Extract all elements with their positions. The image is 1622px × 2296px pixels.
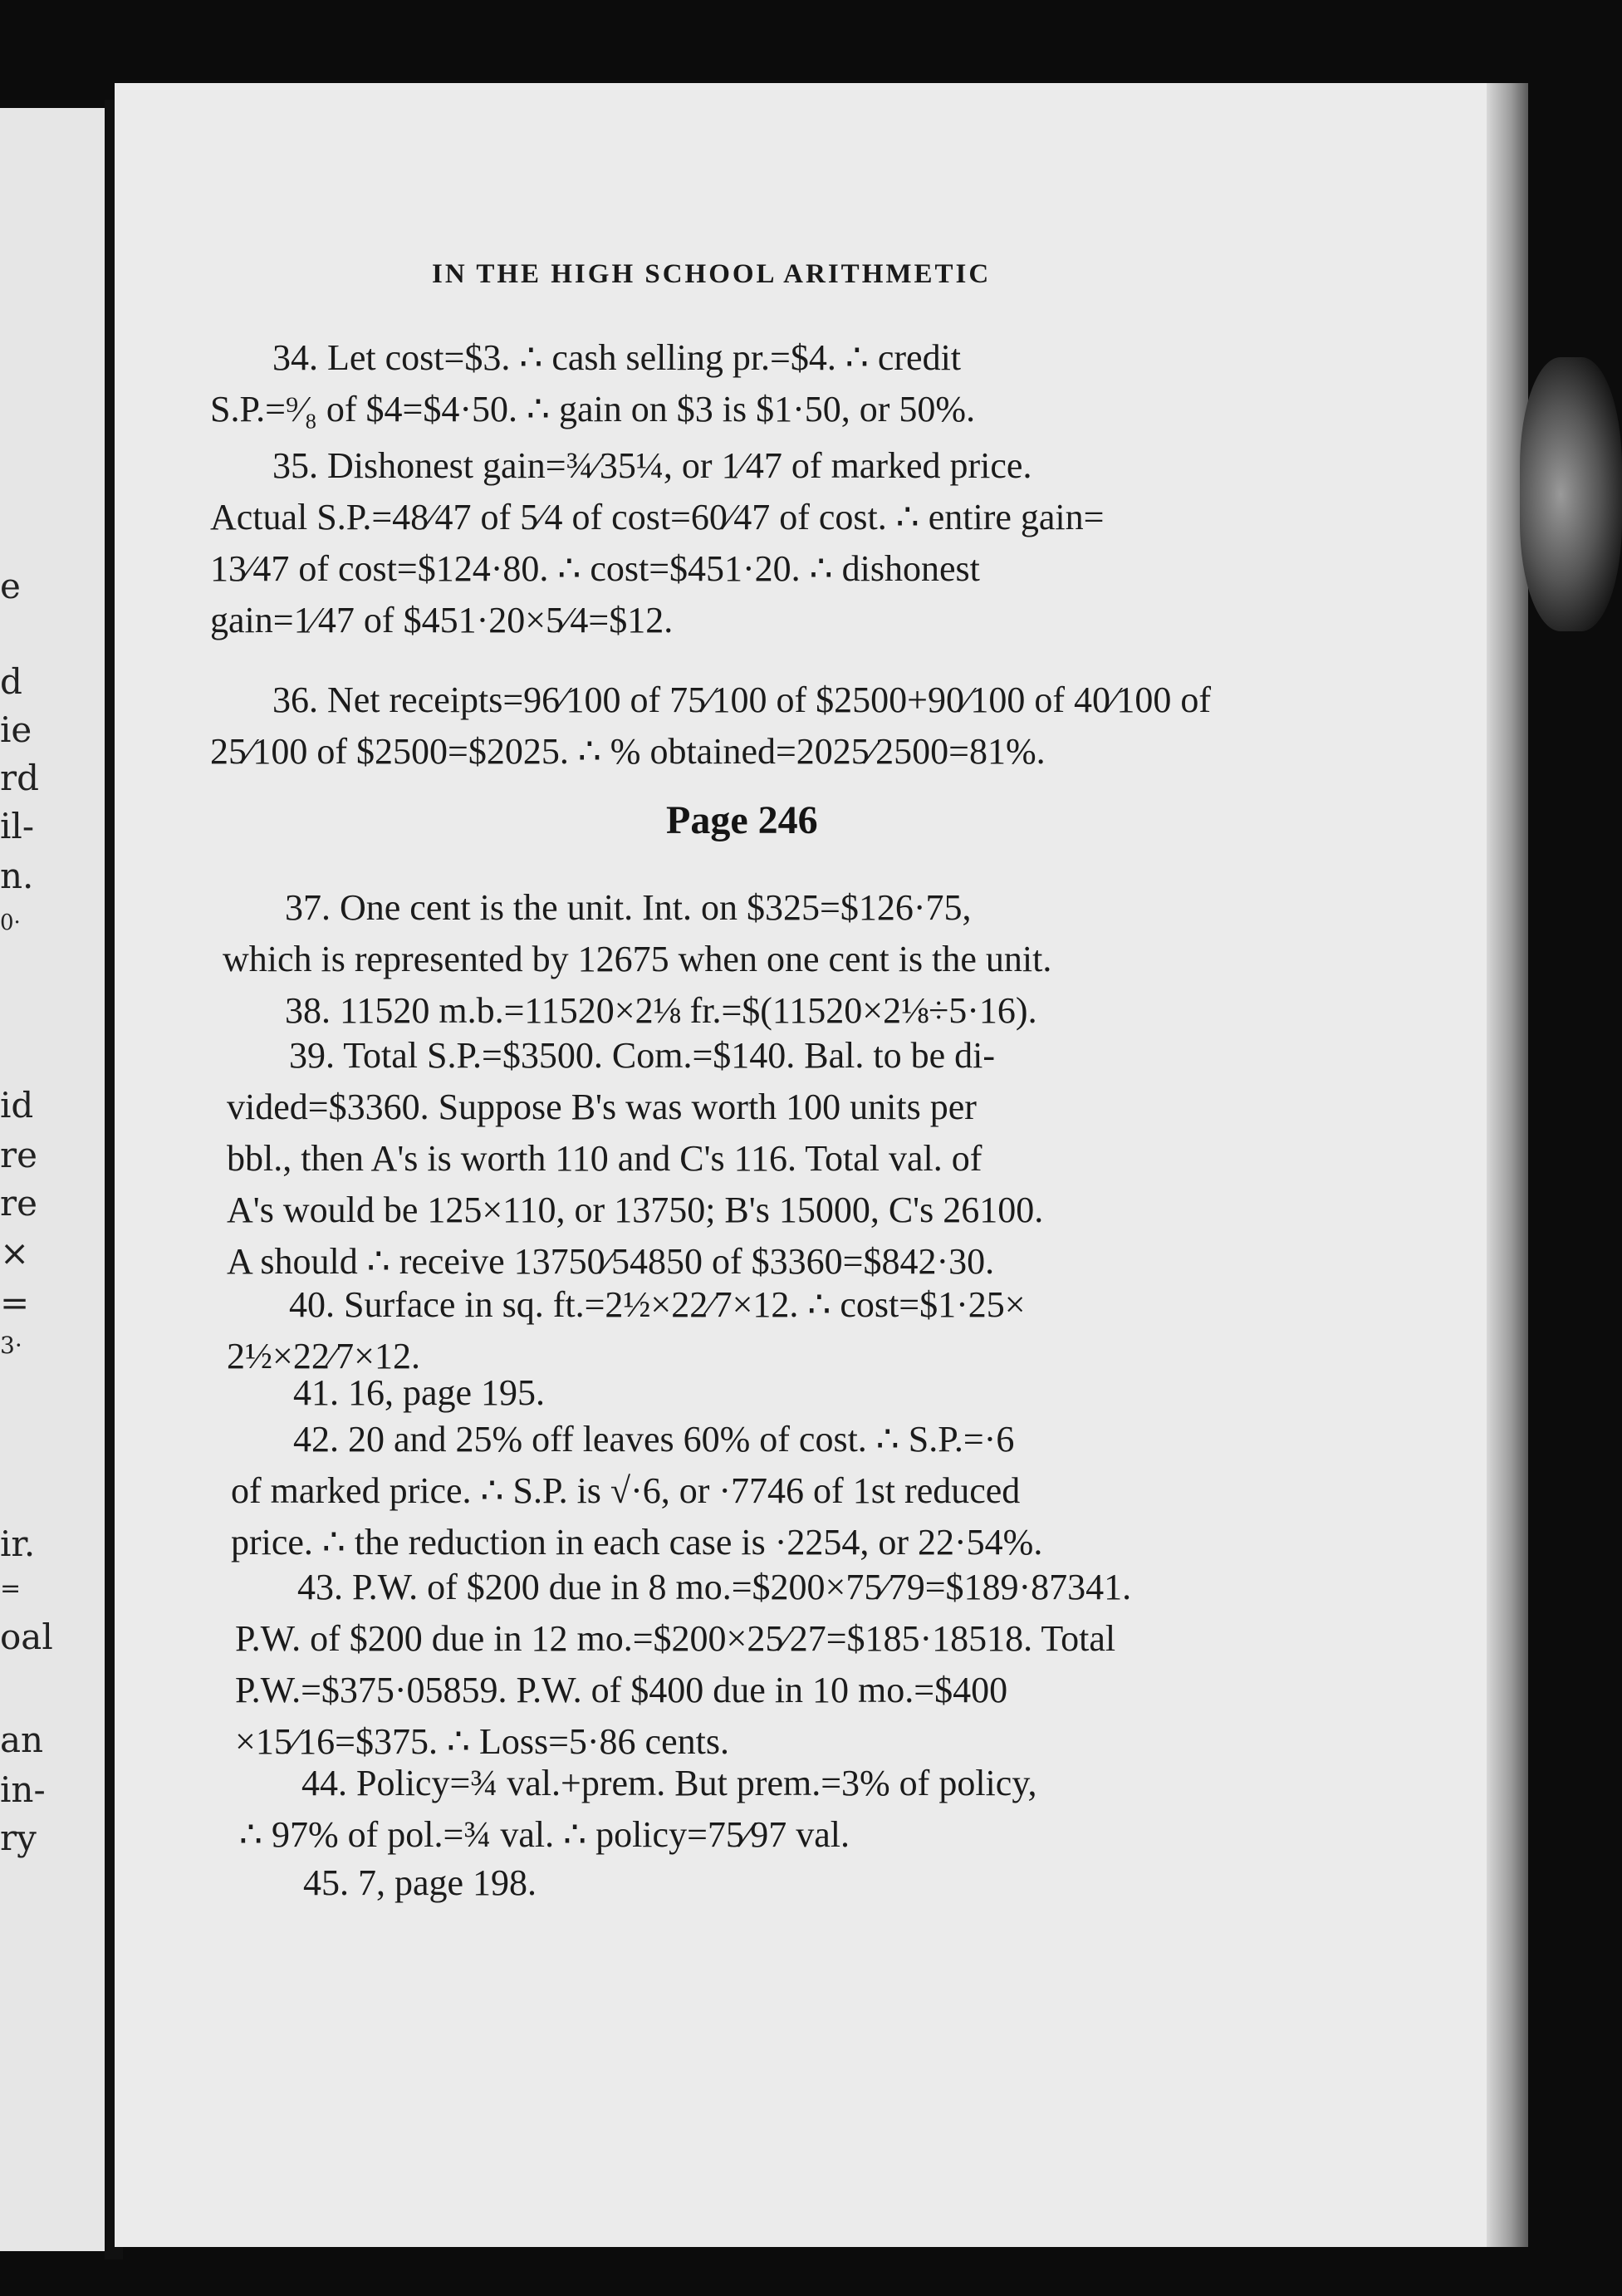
left-page-fragment: ie: [0, 709, 32, 750]
text-line: 40. Surface in sq. ft.=2½×22⁄7×12. ∴ cost=$1·25×: [289, 1284, 1026, 1325]
left-page-fragment: il-: [0, 806, 35, 846]
problem-36: [210, 675, 1281, 778]
text-line: ×15⁄16=$375. ∴ Loss=5·86 cents.: [235, 1721, 729, 1762]
text-line: P.W. of $200 due in 12 mo.=$200×25⁄27=$185·18518. Total: [235, 1618, 1116, 1659]
text-line: 39. Total S.P.=$3500. Com.=$140. Bal. to be di-: [289, 1035, 995, 1076]
text-line: which is represented by 12675 when one cent is the unit.: [223, 939, 1052, 979]
left-page-fragment: e: [0, 566, 21, 606]
running-header: IN THE HIGH SCHOOL ARITHMETIC: [432, 259, 992, 289]
problem-35: [210, 440, 1281, 646]
text-line: 38. 11520 m.b.=11520×2⅛ fr.=$(11520×2⅛÷5·16).: [285, 990, 1037, 1031]
left-page-fragment: re: [0, 1183, 37, 1224]
problem-34: [210, 332, 1281, 435]
problem-38: [223, 985, 1294, 1037]
text-line: 34. Let cost=$3. ∴ cash selling pr.=$4. ∴ credit: [272, 337, 962, 378]
left-page-fragment: ir.: [0, 1523, 36, 1564]
text-line: 43. P.W. of $200 due in 8 mo.=$200×75⁄79=$189·87341.: [297, 1567, 1132, 1607]
text-line: Actual S.P.=48⁄47 of 5⁄4 of cost=60⁄47 of cost. ∴ entire gain=: [210, 497, 1105, 537]
text-line: 13⁄47 of cost=$124·80. ∴ cost=$451·20. ∴ dishonest: [210, 548, 980, 589]
left-page-fragment: re: [0, 1135, 37, 1175]
left-page-fragment: ry: [0, 1818, 37, 1858]
text-line: P.W.=$375·05859. P.W. of $400 due in 10 mo.=$400: [235, 1670, 1008, 1710]
left-page: [0, 108, 108, 2251]
problem-41: [231, 1367, 1302, 1419]
left-page-fragment: oal: [0, 1617, 53, 1657]
problem-45: [241, 1857, 1312, 1909]
left-page-fragment: id: [0, 1085, 34, 1126]
text-line: 37. One cent is the unit. Int. on $325=$126·75,: [285, 887, 972, 928]
left-page-fragment: ×: [0, 1233, 30, 1273]
problem-37: [223, 882, 1294, 985]
left-page-fragment: 0·: [0, 910, 21, 935]
text-line: 42. 20 and 25% off leaves 60% of cost. ∴ S.P.=·6: [293, 1419, 1015, 1460]
left-page-fragment: d: [0, 661, 22, 702]
paper-stain: [1520, 357, 1622, 631]
text-line: ∴ 97% of pol.=¾ val. ∴ policy=75⁄97 val.: [239, 1814, 850, 1855]
text-line: 41. 16, page 195.: [293, 1372, 546, 1413]
left-page-fragment: an: [0, 1720, 44, 1760]
left-page-fragment: rd: [0, 758, 39, 798]
text-line: 35. Dishonest gain=¾⁄35¼, or 1⁄47 of marked price.: [272, 445, 1032, 486]
text-line: gain=1⁄47 of $451·20×5⁄4=$12.: [210, 600, 674, 640]
left-page-fragment: n.: [0, 856, 34, 896]
text-line: of marked price. ∴ S.P. is √·6, or ·7746 of 1st reduced: [231, 1470, 1021, 1511]
left-page-fragment: 3·: [0, 1332, 22, 1359]
left-page-fragment: =: [0, 1283, 30, 1323]
text-line: A should ∴ receive 13750⁄54850 of $3360=$842·30.: [227, 1241, 995, 1282]
text-line: price. ∴ the reduction in each case is ·2254, or 22·54%.: [231, 1522, 1043, 1563]
page-edge: [1487, 83, 1528, 2247]
text-line: A's would be 125×110, or 13750; B's 15000, C's 26100.: [227, 1190, 1044, 1230]
text-line: 2½×22⁄7×12.: [227, 1336, 420, 1376]
text-line: S.P.=⁹⁄₈ of $4=$4·50. ∴ gain on $3 is $1·50, or 50%.: [210, 389, 976, 429]
text-line: 45. 7, page 198.: [303, 1862, 537, 1903]
left-page-fragment: =: [0, 1574, 22, 1603]
text-line: 44. Policy=¾ val.+prem. But prem.=3% of policy,: [301, 1763, 1037, 1803]
text-line: 25⁄100 of $2500=$2025. ∴ % obtained=2025⁄2500=81%.: [210, 731, 1046, 772]
text-line: vided=$3360. Suppose B's was worth 100 units per: [227, 1087, 977, 1127]
problem-44: [239, 1758, 1311, 1861]
left-page-fragment: in-: [0, 1769, 46, 1810]
text-line: bbl., then A's is worth 110 and C's 116. Total val. of: [227, 1138, 983, 1179]
page-heading: Page 246: [666, 798, 818, 842]
problem-39: [227, 1030, 1298, 1288]
text-line: 36. Net receipts=96⁄100 of 75⁄100 of $2500+90⁄100 of 40⁄100 of: [272, 679, 1211, 720]
problem-43: [235, 1562, 1306, 1768]
problem-42: [231, 1414, 1302, 1568]
